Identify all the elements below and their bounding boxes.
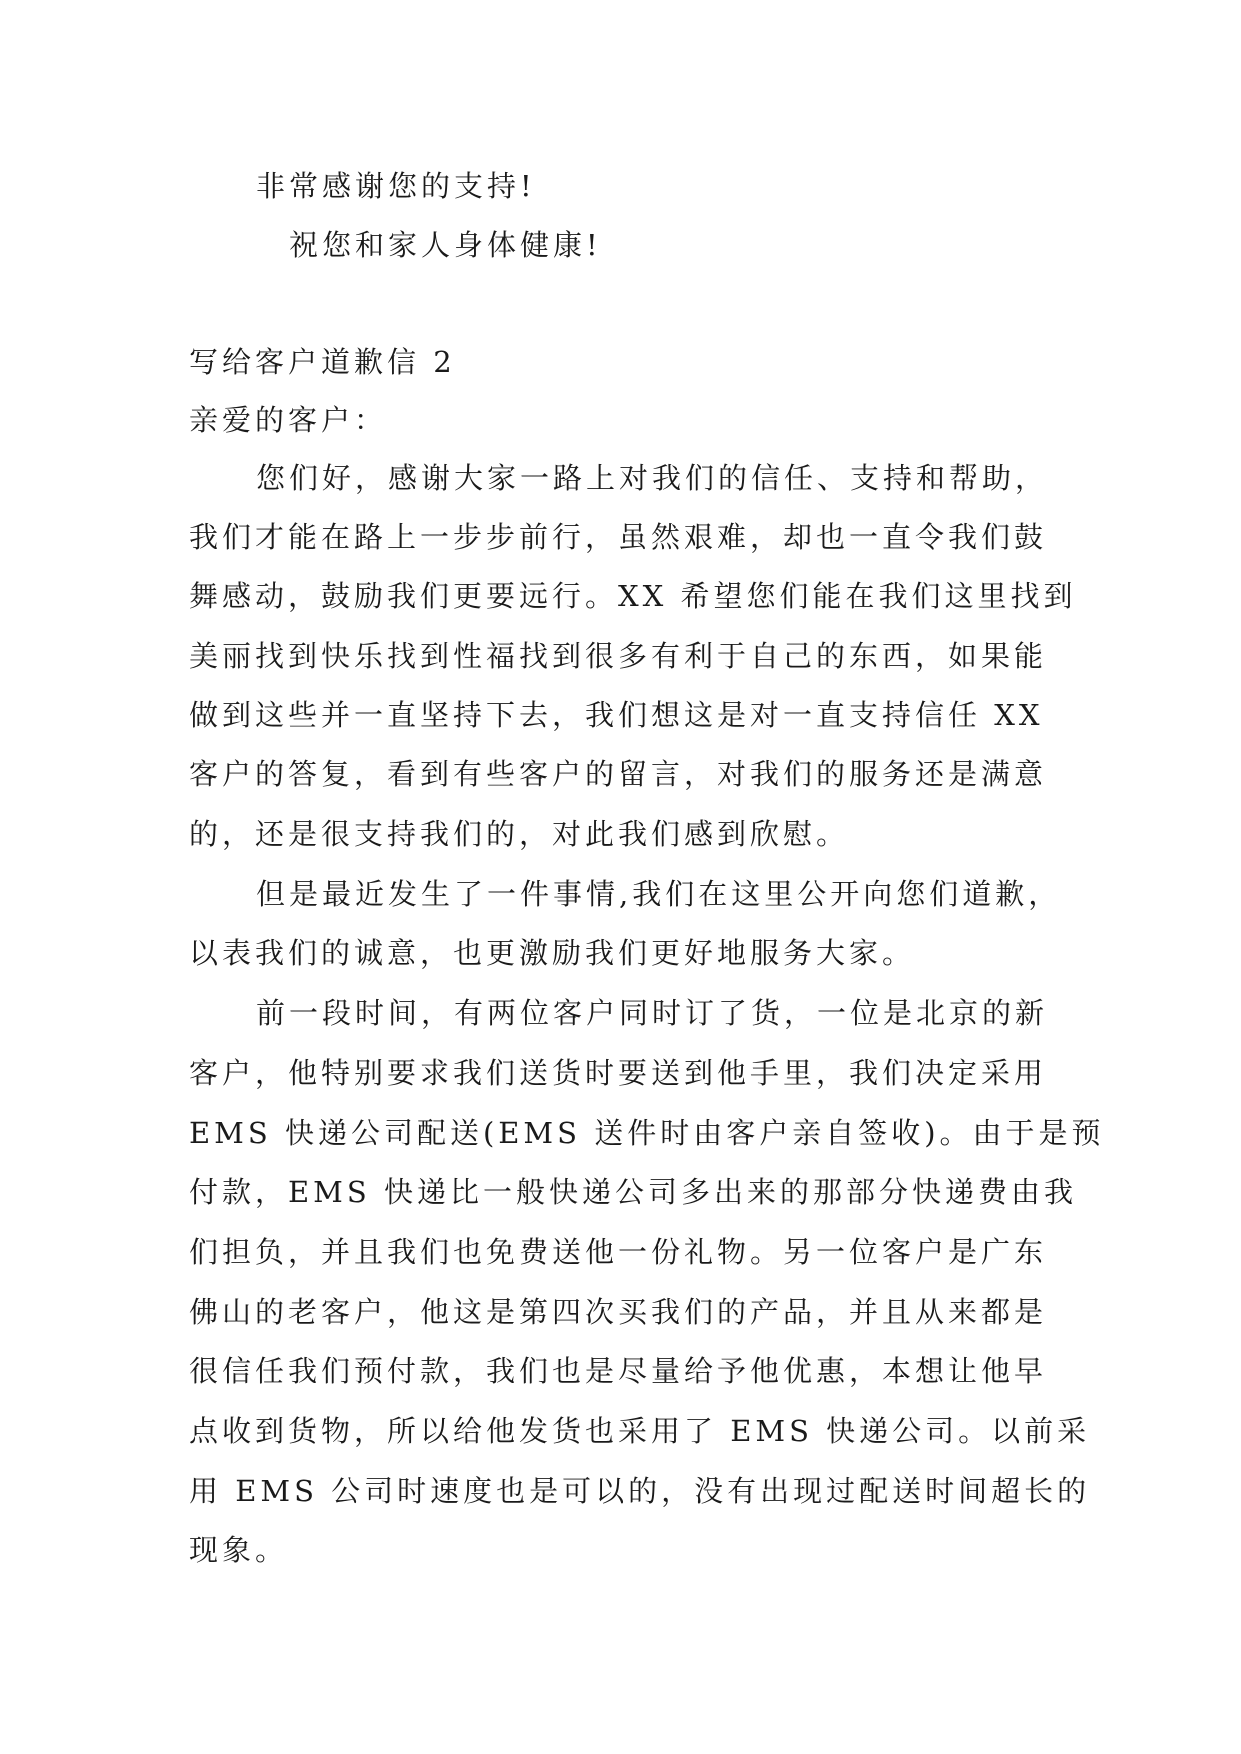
paragraph-line: 很信任我们预付款，我们也是尽量给予他优惠，本想让他早: [189, 1354, 1048, 1388]
paragraph-line: 们担负，并且我们也免费送他一份礼物。另一位客户是广东: [189, 1235, 1048, 1269]
paragraph-line: 的，还是很支持我们的，对此我们感到欣慰。: [189, 817, 850, 851]
paragraph-line: 客户的答复，看到有些客户的留言，对我们的服务还是满意: [189, 757, 1048, 791]
paragraph-line: 现象。: [189, 1533, 289, 1567]
paragraph-line: 您们好，感谢大家一路上对我们的信任、支持和帮助，: [256, 461, 1049, 495]
paragraph-line: 美丽找到快乐找到性福找到很多有利于自己的东西，如果能: [189, 639, 1048, 673]
closing-thanks: 非常感谢您的支持!: [256, 169, 536, 203]
paragraph-line: 付款，EMS 快递比一般快递公司多出来的那部分快递费由我: [189, 1175, 1077, 1209]
closing-wish: 祝您和家人身体健康!: [289, 228, 602, 262]
paragraph-line: 以表我们的诚意，也更激励我们更好地服务大家。: [189, 936, 916, 970]
paragraph-line: EMS 快递公司配送(EMS 送件时由客户亲自签收)。由于是预: [189, 1116, 1105, 1150]
letter-title: 写给客户道歉信 2: [189, 345, 456, 379]
paragraph-line: 前一段时间，有两位客户同时订了货，一位是北京的新: [256, 996, 1049, 1030]
paragraph-line: 点收到货物，所以给他发货也采用了 EMS 快递公司。以前采: [189, 1414, 1091, 1448]
paragraph-line: 但是最近发生了一件事情,我们在这里公开向您们道歉，: [256, 877, 1062, 911]
paragraph-line: 做到这些并一直坚持下去，我们想这是对一直支持信任 XX: [189, 698, 1044, 732]
letter-salutation: 亲爱的客户：: [189, 403, 388, 437]
paragraph-line: 佛山的老客户，他这是第四次买我们的产品，并且从来都是: [189, 1295, 1048, 1329]
paragraph-line: 舞感动，鼓励我们更要远行。XX 希望您们能在我们这里找到: [189, 579, 1077, 613]
paragraph-line: 用 EMS 公司时速度也是可以的，没有出现过配送时间超长的: [189, 1474, 1091, 1508]
paragraph-line: 我们才能在路上一步步前行，虽然艰难，却也一直令我们鼓: [189, 520, 1048, 554]
paragraph-line: 客户，他特别要求我们送货时要送到他手里，我们决定采用: [189, 1056, 1048, 1090]
